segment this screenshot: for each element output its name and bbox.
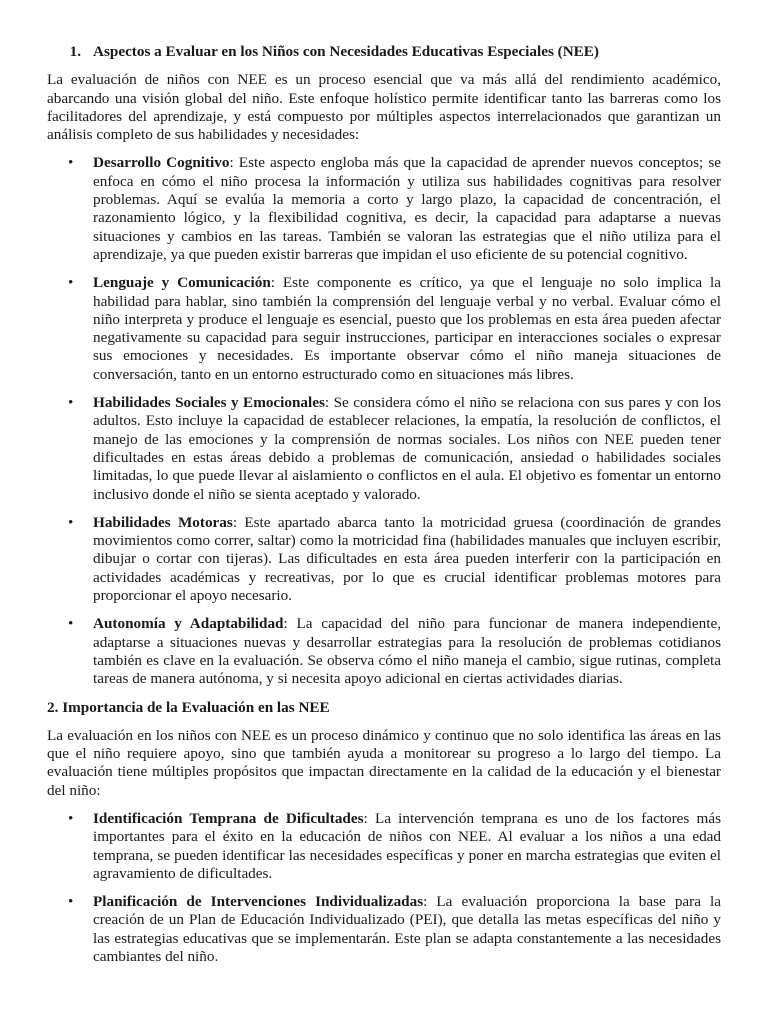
item-text: : La intervención temprana es uno de los factores más importantes para el éxito en la educación de niños con NEE. Al evaluar a los niños a una edad temprana, se pueden identificar las necesidades específicas y poner en marcha estrategias que eviten el agravamiento de dificultades. bbox=[93, 809, 721, 882]
bullet-icon: • bbox=[68, 809, 74, 827]
bullet-icon: • bbox=[68, 274, 74, 292]
bullet-icon: • bbox=[68, 893, 74, 911]
list-item bbox=[47, 615, 721, 688]
item-term: Desarrollo Cognitivo bbox=[93, 154, 230, 172]
list-item bbox=[47, 810, 721, 883]
section-2-intro: La evaluación en los niños con NEE es un proceso dinámico y continuo que no solo identifica las áreas en las que el niño requiere apoyo, sino que también ayuda a monitorear su progreso a lo largo del tiempo. La evaluación tiene múltiples propósitos que impactan directamente en la calidad de la educación y el bienestar del niño: bbox=[47, 726, 721, 799]
bullet-icon: • bbox=[68, 154, 74, 172]
list-item bbox=[47, 893, 721, 966]
section-1-heading bbox=[47, 43, 721, 61]
item-term: Habilidades Sociales y Emocionales bbox=[93, 394, 325, 412]
bullet-icon: • bbox=[68, 394, 74, 412]
item-term: Planificación de Intervenciones Individualizadas bbox=[93, 893, 424, 911]
item-text: : La capacidad del niño para funcionar de manera independiente, adaptarse a situaciones nuevas y desarrollar estrategias para la resolución de problemas cotidianos también es clave en la evaluación. Se observa cómo el niño maneja el cambio, sigue rutinas, completa tareas de manera autónoma, y si necesita apoyo adicional en ciertas actividades diarias. bbox=[93, 615, 722, 688]
list-item bbox=[47, 514, 721, 605]
section-1-list bbox=[47, 154, 721, 688]
item-text: : Este apartado abarca tanto la motricidad gruesa (coordinación de grandes movimientos como correr, saltar) como la motricidad fina (habilidades manuales que incluyen escribir, dibujar o cortar con tijeras). Las dificultades en esta área pueden interferir con la participación en actividades académicas y recreativas, por lo que es crucial identificar problemas motores para proporcionar el apoyo necesario. bbox=[93, 513, 721, 605]
bullet-icon: • bbox=[68, 615, 74, 633]
section-1-number-text: 1. bbox=[69, 43, 81, 60]
item-text: : Se considera cómo el niño se relaciona con sus pares y con los adultos. Esto incluye la capacidad de establecer relaciones, la empatía, la resolución de conflictos, el manejo de las emociones y la comprensión de normas sociales. Los niños con NEE pueden tener dificultades en estas áreas debido a problemas de comunicación, ansiedad o habilidades sociales limitadas, lo que puede llevar al aislamiento o conflictos en el aula. El objetivo es fomentar un entorno inclusivo donde el niño se sienta aceptado y valorado. bbox=[93, 394, 721, 503]
section-1-number bbox=[47, 43, 93, 61]
list-item bbox=[47, 274, 721, 384]
section-1-title: Aspectos a Evaluar en los Niños con Necesidades Educativas Especiales (NEE) bbox=[93, 43, 599, 60]
list-item bbox=[47, 394, 721, 504]
item-text: : Este aspecto engloba más que la capacidad de aprender nuevos conceptos; se enfoca en cómo el niño procesa la información y utiliza sus habilidades cognitivas para resolver problemas. Aquí se evalúa la memoria a corto y largo plazo, la capacidad de concentración, el razonamiento lógico, y la flexibilidad cognitiva, es decir, la capacidad para adaptarse a nuevas situaciones y cambios en las tareas. También se valoran las estrategias que el niño utiliza para el aprendizaje, ya que pueden existir barreras que impidan el uso eficiente de su potencial cognitivo. bbox=[93, 154, 721, 263]
section-2-heading: 2. Importancia de la Evaluación en las NEE bbox=[47, 698, 330, 716]
section-2-list bbox=[47, 810, 721, 966]
item-text: : La evaluación proporciona la base para la creación de un Plan de Educación Individualizado (PEI), que detalla las metas específicas del niño y las estrategias educativas que se implementarán. Este plan se adapta constantemente a las necesidades cambiantes del niño. bbox=[93, 893, 721, 966]
item-term: Identificación Temprana de Dificultades bbox=[93, 809, 364, 827]
item-text: : Este componente es crítico, ya que el lenguaje no solo implica la habilidad para hablar, sino también la comprensión del lenguaje verbal y no verbal. Evaluar cómo el niño interpreta y produce el lenguaje es esencial, puesto que los problemas en esta área pueden afectar negativamente su capacidad para seguir instrucciones, participar en interacciones sociales o expresar sus emociones y necesidades. Es importante observar cómo el niño maneja situaciones de conversación, tanto en un entorno estructurado como en situaciones más libres. bbox=[93, 274, 721, 383]
bullet-icon: • bbox=[68, 513, 74, 531]
list-item bbox=[47, 154, 721, 264]
item-term: Lenguaje y Comunicación bbox=[93, 274, 271, 292]
item-term: Autonomía y Adaptabilidad bbox=[93, 615, 284, 633]
section-1-intro: La evaluación de niños con NEE es un proceso esencial que va más allá del rendimiento académico, abarcando una visión global del niño. Este enfoque holístico permite identificar tanto las barreras como los facilitadores del aprendizaje, y está compuesto por múltiples aspectos interrelacionados que garantizan un análisis completo de sus habilidades y necesidades: bbox=[47, 71, 721, 144]
item-term: Habilidades Motoras bbox=[93, 513, 233, 531]
